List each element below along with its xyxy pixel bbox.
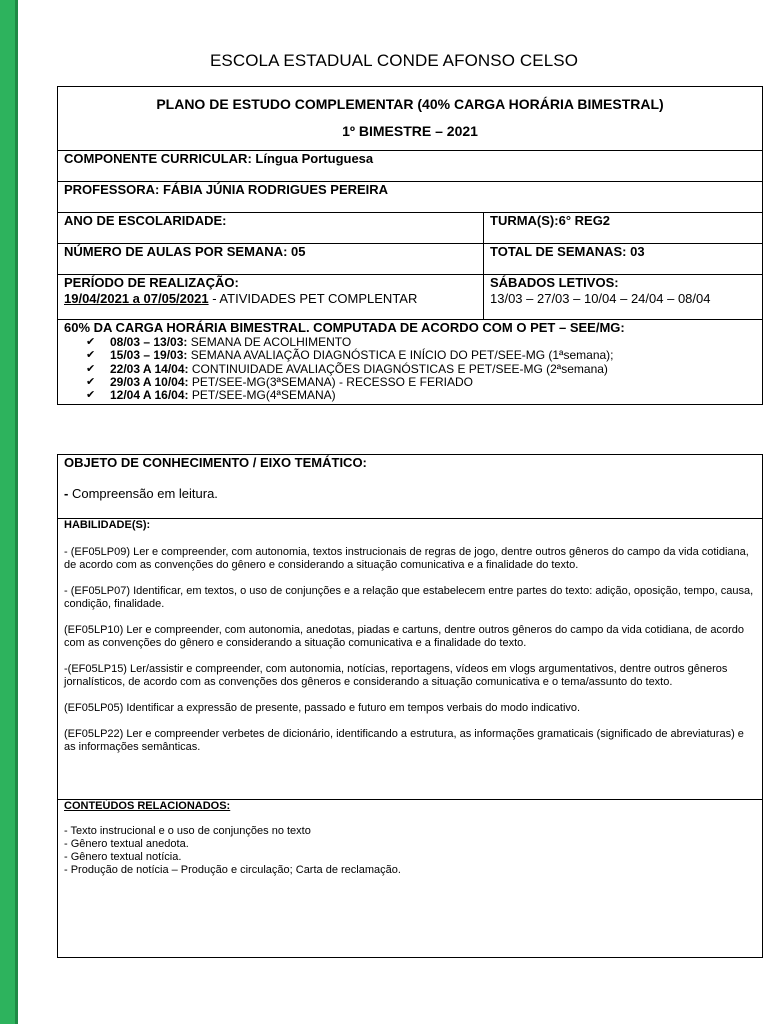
plan-bimester: 1º BIMESTRE – 2021: [342, 123, 478, 139]
turma-cell: TURMA(S):6° REG2: [484, 213, 763, 244]
periodo-dates: 19/04/2021 a 07/05/2021: [64, 291, 209, 306]
sabados-label: SÁBADOS LETIVOS:: [490, 275, 619, 290]
carga-item: ✔ 12/04 A 16/04: PET/SEE-MG(4ªSEMANA): [86, 388, 336, 403]
periodo-cell: [58, 275, 484, 320]
left-accent-bar: [0, 0, 18, 1024]
ano-cell: ANO DE ESCOLARIDADE:: [58, 213, 484, 244]
school-title: ESCOLA ESTADUAL CONDE AFONSO CELSO: [209, 51, 579, 70]
habilidades-cell: [58, 519, 763, 800]
componente-label: COMPONENTE CURRICULAR:: [64, 151, 252, 166]
carga-list: [64, 336, 756, 402]
objeto-cell: [58, 455, 763, 519]
habilidades-title: HABILIDADE(S):: [64, 519, 151, 531]
habilidade-item: (EF05LP22) Ler e compreender verbetes de dicionário, identificando a estrutura, as informações gramaticais (significado de abreviaturas) e as informações semânticas.: [64, 728, 744, 753]
conteudo-item: - Gênero textual anedota.: [64, 838, 189, 850]
plan-header: [58, 87, 763, 151]
carga-cell: [58, 320, 763, 405]
conteudos-title: CONTEÚDOS RELACIONADOS:: [64, 800, 231, 812]
check-icon: ✔: [86, 389, 96, 402]
carga-item: ✔ 15/03 – 19/03: SEMANA AVALIAÇÃO DIAGNÓSTICA E INÍCIO DO PET/SEE-MG (1ªsemana);: [86, 348, 614, 363]
sabados-cell: [484, 275, 763, 320]
habilidade-item: (EF05LP10) Ler e compreender, com autonomia, anedotas, piadas e cartuns, dentre outros gêneros do campo da vida cotidiana, de acordo com as convenções do gênero e considerando a situação comunicativa e a finalidade do texto.: [64, 624, 744, 649]
carga-item: ✔ 22/03 A 14/04: CONTINUIDADE AVALIAÇÕES DIAGNÓSTICAS E PET/SEE-MG (2ªsemana): [86, 361, 608, 376]
habilidade-item: - (EF05LP07) Identificar, em textos, o uso de conjunções e a relação que estabelecem entre partes do texto: adição, oposição, tempo, causa, condição, finalidade.: [64, 585, 754, 610]
periodo-desc: - ATIVIDADES PET COMPLENTAR: [208, 291, 418, 306]
componente-row: [58, 151, 763, 182]
check-icon: ✔: [86, 336, 96, 348]
plan-info-table: [57, 86, 763, 405]
periodo-label: PERÍODO DE REALIZAÇÃO:: [64, 275, 239, 290]
sabados-value: 13/03 – 27/03 – 10/04 – 24/04 – 08/04: [490, 291, 711, 306]
componente-value: Língua Portuguesa: [255, 151, 374, 166]
check-icon: ✔: [86, 349, 96, 362]
carga-item: ✔ 08/03 – 13/03: SEMANA DE ACOLHIMENTO: [86, 335, 352, 349]
objeto-text: - Compreensão em leitura.: [64, 486, 218, 501]
semanas-cell: TOTAL DE SEMANAS: 03: [484, 244, 763, 275]
habilidade-item: -(EF05LP15) Ler/assistir e compreender, com autonomia, notícias, reportagens, vídeos em vlogs argumentativos, dentre outros gêneros jornalísticos, de acordo com as convenções dos gêneros e considerando a situação comunicativa e o tema/assunto do texto.: [64, 663, 728, 688]
carga-title: 60% DA CARGA HORÁRIA BIMESTRAL. COMPUTADA DE ACORDO COM O PET – SEE/MG:: [64, 320, 625, 335]
professora-row: PROFESSORA: FÁBIA JÚNIA RODRIGUES PEREIRA: [58, 182, 763, 213]
content-table: [57, 454, 763, 958]
conteudo-item: - Produção de notícia – Produção e circulação; Carta de reclamação.: [64, 864, 401, 876]
plan-title: PLANO DE ESTUDO COMPLEMENTAR (40% CARGA HORÁRIA BIMESTRAL): [156, 96, 664, 112]
habilidade-item: (EF05LP05) Identificar a expressão de presente, passado e futuro em tempos verbais do modo indicativo.: [64, 702, 581, 714]
carga-item: ✔ 29/03 A 10/04: PET/SEE-MG(3ªSEMANA) - RECESSO E FERIADO: [86, 374, 473, 389]
conteudos-cell: [58, 800, 763, 958]
check-icon: ✔: [86, 375, 96, 388]
conteudo-item: - Texto instrucional e o uso de conjunções no texto: [64, 825, 311, 837]
habilidade-item: - (EF05LP09) Ler e compreender, com autonomia, textos instrucionais de regras de jogo, dentre outros gêneros do campo da vida cotidiana, de acordo com as convenções do gênero e considerando a situação comunicativa e a finalidade do texto.: [64, 546, 749, 571]
aulas-cell: NÚMERO DE AULAS POR SEMANA: 05: [58, 244, 484, 275]
check-icon: ✔: [86, 362, 96, 375]
objeto-title: OBJETO DE CONHECIMENTO / EIXO TEMÁTICO:: [64, 455, 367, 470]
conteudo-item: - Gênero textual notícia.: [64, 851, 182, 863]
